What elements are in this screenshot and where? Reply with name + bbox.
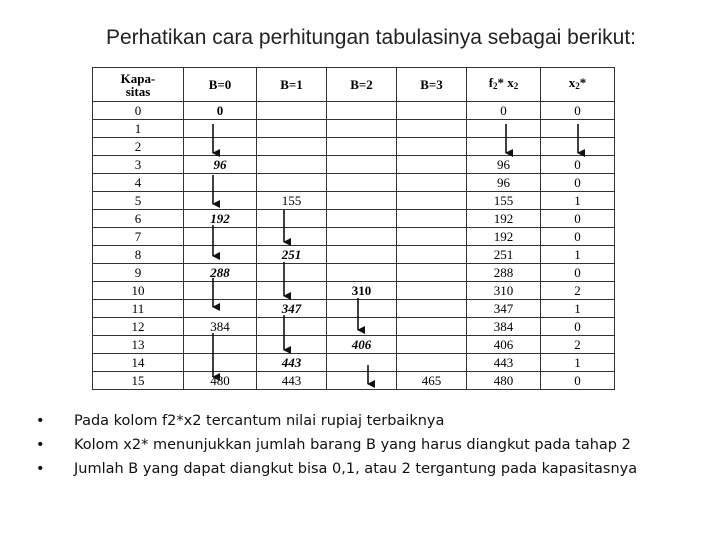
cell-b1: 443 (257, 372, 327, 390)
cell-kapasitas: 9 (93, 264, 184, 282)
cell-b0 (184, 138, 257, 156)
table-row (93, 210, 615, 228)
cell-f2x2: 96 (467, 156, 541, 174)
cell-kapasitas: 10 (93, 282, 184, 300)
cell-b2 (327, 156, 397, 174)
header-x2star (541, 68, 615, 102)
cell-b0 (184, 282, 257, 300)
header-kapasitas-line2: sitas (125, 83, 151, 99)
cell-b1 (257, 174, 327, 192)
cell-b3 (397, 138, 467, 156)
cell-b3 (397, 264, 467, 282)
cell-f2x2: 443 (467, 354, 541, 372)
table-row (93, 156, 615, 174)
cell-b3 (397, 210, 467, 228)
cell-b2: 310 (327, 282, 397, 300)
cell-kapasitas: 14 (93, 354, 184, 372)
cell-kapasitas: 4 (93, 174, 184, 192)
cell-kapasitas: 12 (93, 318, 184, 336)
cell-f2x2: 251 (467, 246, 541, 264)
cell-b2 (327, 102, 397, 120)
cell-b2 (327, 354, 397, 372)
cell-f2x2 (467, 138, 541, 156)
cell-b0: 96 (184, 156, 257, 174)
cell-b2 (327, 372, 397, 390)
cell-b2 (327, 300, 397, 318)
cell-kapasitas: 7 (93, 228, 184, 246)
cell-b3 (397, 156, 467, 174)
header-kapasitas-line1: Kapa- (120, 70, 156, 86)
cell-x2star: 0 (541, 228, 615, 246)
cell-b0: 288 (184, 264, 257, 282)
table-row (93, 192, 615, 210)
cell-b0 (184, 174, 257, 192)
cell-kapasitas: 5 (93, 192, 184, 210)
cell-kapasitas: 6 (93, 210, 184, 228)
cell-b0: 192 (184, 210, 257, 228)
cell-x2star: 1 (541, 300, 615, 318)
table-row (93, 246, 615, 264)
table-row (93, 102, 615, 120)
cell-b1: 155 (257, 192, 327, 210)
cell-kapasitas: 0 (93, 102, 184, 120)
cell-b1 (257, 120, 327, 138)
cell-kapasitas: 11 (93, 300, 184, 318)
cell-b3 (397, 246, 467, 264)
table-row (93, 372, 615, 390)
cell-x2star: 0 (541, 264, 615, 282)
cell-kapasitas: 2 (93, 138, 184, 156)
cell-b0 (184, 120, 257, 138)
header-row (93, 68, 615, 102)
bullet-item: • Pada kolom f2*x2 tercantum nilai rupiaj terbaiknya (36, 410, 696, 434)
cell-b2 (327, 174, 397, 192)
cell-x2star: 1 (541, 354, 615, 372)
cell-f2x2: 96 (467, 174, 541, 192)
cell-b3 (397, 354, 467, 372)
cell-b2 (327, 210, 397, 228)
page-title: Perhatikan cara perhitungan tabulasinya sebagai berikut: (106, 26, 637, 49)
table-row (93, 138, 615, 156)
header-f2-sub2: 2 (513, 81, 519, 91)
cell-f2x2: 192 (467, 210, 541, 228)
header-b3: B=3 (397, 68, 467, 102)
header-f2-sub: 2 (493, 81, 498, 91)
cell-x2star: 0 (541, 210, 615, 228)
cell-kapasitas: 13 (93, 336, 184, 354)
cell-b2 (327, 138, 397, 156)
cell-x2star: 0 (541, 174, 615, 192)
table-row (93, 228, 615, 246)
cell-x2star: 1 (541, 192, 615, 210)
cell-kapasitas: 15 (93, 372, 184, 390)
cell-f2x2: 192 (467, 228, 541, 246)
cell-x2star: 0 (541, 372, 615, 390)
cell-f2x2: 155 (467, 192, 541, 210)
cell-b1 (257, 264, 327, 282)
cell-b2 (327, 264, 397, 282)
cell-f2x2: 384 (467, 318, 541, 336)
cell-f2x2: 0 (467, 102, 541, 120)
cell-b1 (257, 228, 327, 246)
cell-b3 (397, 318, 467, 336)
cell-b1 (257, 156, 327, 174)
cell-x2star: 0 (541, 156, 615, 174)
table-row (93, 120, 615, 138)
cell-b3 (397, 300, 467, 318)
header-b2: B=2 (327, 68, 397, 102)
cell-x2star: 1 (541, 246, 615, 264)
cell-x2star: 2 (541, 336, 615, 354)
header-f2-rest: * x (497, 75, 514, 90)
cell-x2star: 2 (541, 282, 615, 300)
cell-b0 (184, 246, 257, 264)
header-b1: B=1 (257, 68, 327, 102)
cell-b2: 406 (327, 336, 397, 354)
cell-b3 (397, 228, 467, 246)
cell-b3 (397, 102, 467, 120)
cell-b0 (184, 192, 257, 210)
cell-b0 (184, 354, 257, 372)
header-kapasitas (93, 68, 184, 102)
cell-b1 (257, 336, 327, 354)
header-f2-text: f (488, 75, 494, 90)
cell-kapasitas: 8 (93, 246, 184, 264)
cell-x2star: 0 (541, 318, 615, 336)
header-f2x2 (467, 68, 541, 102)
table-row (93, 300, 615, 318)
cell-b2 (327, 228, 397, 246)
bullet-item: • Kolom x2* menunjukkan jumlah barang B yang harus diangkut pada tahap 2 (36, 434, 696, 458)
cell-f2x2: 406 (467, 336, 541, 354)
cell-b2 (327, 318, 397, 336)
cell-b3 (397, 336, 467, 354)
table-row (93, 354, 615, 372)
cell-b1: 443 (257, 354, 327, 372)
cell-b2 (327, 246, 397, 264)
table-row (93, 336, 615, 354)
cell-b1 (257, 138, 327, 156)
header-x2-rest: * (579, 75, 587, 90)
cell-f2x2: 288 (467, 264, 541, 282)
cell-b1: 347 (257, 300, 327, 318)
cell-b0: 384 (184, 318, 257, 336)
cell-b3 (397, 192, 467, 210)
cell-b1 (257, 282, 327, 300)
cell-b1 (257, 210, 327, 228)
cell-b0: 480 (184, 372, 257, 390)
cell-b0 (184, 228, 257, 246)
cell-b1: 251 (257, 246, 327, 264)
cell-b3 (397, 120, 467, 138)
table-row (93, 318, 615, 336)
bullet-list (36, 410, 696, 482)
cell-x2star (541, 138, 615, 156)
cell-b0 (184, 336, 257, 354)
cell-b3 (397, 174, 467, 192)
bullet-item: • Jumlah B yang dapat diangkut bisa 0,1, atau 2 tergantung pada kapasitasnya (36, 458, 696, 482)
cell-f2x2: 347 (467, 300, 541, 318)
cell-b1 (257, 102, 327, 120)
cell-b0: 0 (184, 102, 257, 120)
table-row (93, 264, 615, 282)
cell-f2x2: 480 (467, 372, 541, 390)
cell-kapasitas: 1 (93, 120, 184, 138)
cell-b2 (327, 192, 397, 210)
cell-x2star: 0 (541, 102, 615, 120)
cell-x2star (541, 120, 615, 138)
cell-b3: 465 (397, 372, 467, 390)
cell-b3 (397, 282, 467, 300)
header-x2-sub: 2 (575, 81, 580, 91)
header-b0: B=0 (184, 68, 257, 102)
cell-b0 (184, 300, 257, 318)
cell-kapasitas: 3 (93, 156, 184, 174)
cell-f2x2: 310 (467, 282, 541, 300)
table-row (93, 174, 615, 192)
table-body (93, 102, 615, 390)
cell-b1 (257, 318, 327, 336)
table-row (93, 282, 615, 300)
cell-f2x2 (467, 120, 541, 138)
cell-b2 (327, 120, 397, 138)
tabulation-table (92, 67, 615, 390)
header-x2-text: x (568, 75, 576, 90)
